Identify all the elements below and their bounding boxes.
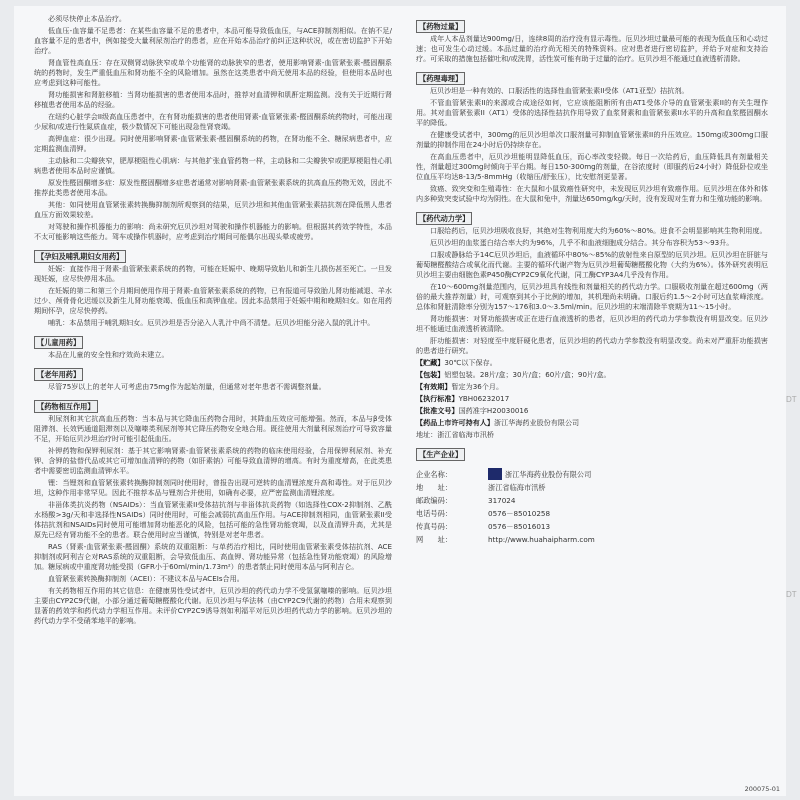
paragraph: 肾血管性高血压：存在双侧肾动脉狭窄或单个功能肾的动脉狭窄的患者，使用影响肾素-血管紧张素-醛固酮系统的药物时，发生严重低血压和肾功能不全的风险增加。虽然在这类患者中尚无使用本品的经验，但使用本品时也应考虑到这种可能性。 xyxy=(34,58,392,87)
manufacturer-row xyxy=(416,520,768,533)
manufacturer-row xyxy=(416,507,768,520)
right-paragraphs-3 xyxy=(416,226,768,356)
paragraph: 非甾体类抗炎药物（NSAIDs）：当血管紧张素II受体拮抗剂与非甾体抗炎药物（如选择性COX-2抑制剂、乙酰水杨酸>3g/天和非选择性NSAIDs）同时使用时，可能会减弱抗高血压作用。与ACE抑制剂相同，血管紧张素II受体拮抗剂和NSAIDs同时使用可能增加肾功能恶化的风险，包括可能的急性肾功能衰竭，以及血清钾升高，尤其是原先已经有肾功能不全的患者。联合使用时应当谨慎，特别是对老年患者。 xyxy=(34,500,392,539)
manufacturer-value: 浙江省临海市汛桥 xyxy=(488,483,546,492)
document-code: 200075-01 xyxy=(744,785,780,793)
left-paragraphs-5 xyxy=(34,414,392,626)
manufacturer-key: 网 址： xyxy=(416,535,452,544)
paragraph: 厄贝沙坦是一种有效的、口服活性的选择性血管紧张素II受体（AT1亚型）拮抗剂。 xyxy=(430,86,689,95)
paragraph: 肝功能损害：对轻度至中度肝硬化患者，厄贝沙坦的药代动力学参数没有明显改变。尚未对严重肝功能损害的患者进行研究。 xyxy=(416,336,768,355)
paragraph: 补钾药物和保钾利尿剂：基于其它影响肾素-血管紧张素系统的药物的临床使用经验，合用保钾利尿剂、补充钾、含钾的盐替代品或其它可增加血清钾的药物（如肝素钠）可能导致血清钾的增高。有时为重度增高，在此类患者中需要密切监测血清钾水平。 xyxy=(34,446,392,475)
paragraph: 在妊娠的第二和第三个月期间使用作用于肾素-血管紧张素系统的药物，已有报道可导致胎儿肾功能减退、羊水过少、颅骨骨化迟缓以及新生儿肾功能衰竭、低血压和高钾血症。因此本品禁用于妊娠中期和晚期妇女。如在用药期间怀孕，应尽快停药。 xyxy=(34,286,392,315)
paragraph: 尽管75岁以上的老年人可考虑由75mg作为起始剂量，但通常对老年患者不需调整剂量。 xyxy=(48,382,326,391)
left-paragraphs-4 xyxy=(34,382,392,392)
paragraph: RAS（肾素-血管紧张素-醛固酮）系统的双重阻断：与单药治疗相比，同时使用血管紧张素受体拮抗剂、ACE抑制剂或阿利吉仑对RAS系统的双重阻断，会导致低血压、高血钾、肾功能异常（包括急性肾功能衰竭）的风险增加。糖尿病或中重度肾功能受损（GFR小于60ml/min/1.73m²）的患者禁止同时使用本品与阿利吉仑。 xyxy=(34,542,392,571)
manufacturer-row xyxy=(416,494,768,507)
manufacturer-value: 317024 xyxy=(488,496,516,505)
product-info-list xyxy=(416,358,768,440)
product-info-key: 【药品上市许可持有人】 xyxy=(416,418,495,427)
manufacturer-row xyxy=(416,533,768,546)
product-info-key: 【包装】 xyxy=(416,370,445,379)
paragraph: 必须尽快停止本品治疗。 xyxy=(48,14,127,23)
product-info-value: 铝塑包装。28片/盒；30片/盒；60片/盒；90片/盒。 xyxy=(444,370,611,379)
section-heading: 【老年用药】 xyxy=(34,368,83,381)
manufacturer-key: 地 址： xyxy=(416,483,452,492)
section-heading: 【药物过量】 xyxy=(416,20,465,33)
product-info-value: 国药准字H20030016 xyxy=(458,406,529,415)
manufacturer-block xyxy=(416,468,768,546)
company-name: 浙江华海药业股份有限公司 xyxy=(505,470,592,479)
paragraph: 原发性醛固酮增多症：原发性醛固酮增多症患者通常对影响肾素-血管紧张素系统的抗高血压药物无效，因此不推荐此类患者使用本品。 xyxy=(34,178,392,197)
paragraph: 哺乳：本品禁用于哺乳期妇女。厄贝沙坦是否分泌入人乳汁中尚不清楚。厄贝沙坦能分泌入鼠的乳汁中。 xyxy=(48,318,375,327)
product-info-key: 【贮藏】 xyxy=(416,358,445,367)
product-info-row xyxy=(416,406,768,416)
leaflet-sheet xyxy=(14,6,786,796)
section-heading: 【药理毒理】 xyxy=(416,72,465,85)
paragraph: 利尿剂和其它抗高血压药物：当本品与其它降血压药物合用时，其降血压效应可能增强。然而，本品与β受体阻滞剂、长效钙通道阻滞剂以及噻嗪类利尿剂等其它降压药物安全地合用。既往使用大剂量利尿剂治疗可导致容量不足，开始厄贝沙坦治疗时可能引起低血压。 xyxy=(34,414,392,443)
right-paragraphs-2 xyxy=(416,86,768,204)
paragraph: 本品在儿童的安全性和疗效尚未建立。 xyxy=(48,350,169,359)
manufacturer-key: 电话号码： xyxy=(416,509,452,518)
paragraph: 成年人本品剂量达900mg/日，连续8周的治疗没有显示毒性。厄贝沙坦过量最可能的表现为低血压和心动过速；也可发生心动过缓。本品过量的治疗尚无相关的特殊资料。应对患者进行密切监护，并给予对症和支持治疗。可采取的措施包括催吐和/或洗胃，活性炭可能有助于过量的治疗。厄贝沙坦不能通过血液透析清除。 xyxy=(416,34,768,63)
paragraph: 低血压-血容量不足患者：在某些血容量不足的患者中，本品可能导致低血压，与ACE抑制剂相似。在钠不足/血容量不足的患者中，例如接受大量利尿剂治疗的患者，应在开始本品治疗前纠正这种状况，或在密切监护下开始治疗。 xyxy=(34,26,392,55)
manufacturer-value: 0576－85016013 xyxy=(488,522,551,531)
product-info-row xyxy=(416,370,768,380)
product-info-key: 【批准文号】 xyxy=(416,406,459,415)
paragraph: 主动脉和二尖瓣狭窄，肥厚梗阻性心肌病：与其他扩张血管药物一样，主动脉和二尖瓣狭窄或肥厚梗阻性心肌病患者使用本品时应谨慎。 xyxy=(34,156,392,175)
manufacturer-key: 传真号码： xyxy=(416,522,452,531)
paragraph: 在10～600mg剂量范围内，厄贝沙坦具有线性和剂量相关的药代动力学。口服吸收剂量在超过600mg（两倍的最大推荐剂量）时，可观察到其小于比例的增加，其机理尚未明确。口服后约1.5～2小时可达血浆峰浓度。总体和肾脏清除率分别为157～176和3.0～3.5ml/min。厄贝沙坦的末端清除半衰期为11～15小时。 xyxy=(416,282,768,311)
left-paragraphs-1 xyxy=(34,14,392,242)
paragraph: 在纽约心脏学会II级高血压患者中，在有肾功能损害的患者使用肾素-血管紧张素-醛固酮系统药物时，可能出现少尿和/或进行性氮质血症，极少数情况下可能出现急性肾衰竭。 xyxy=(34,112,392,131)
left-paragraphs-2 xyxy=(34,264,392,328)
paragraph: 锂：当锂剂和血管紧张素转换酶抑制剂同时使用时，曾报告出现可逆转的血清锂浓度升高和毒性。对于厄贝沙坦，这种作用非常罕见。因此不推荐本品与锂剂合并使用，如确有必要，应严密监测血清锂浓度。 xyxy=(34,478,392,497)
company-logo-icon xyxy=(488,468,502,480)
paragraph: 口服给药后，厄贝沙坦吸收良好，其绝对生物利用度大约为60%～80%。进食不会明显影响其生物利用度。 xyxy=(430,226,767,235)
product-info-value: 30℃以下保存。 xyxy=(444,358,497,367)
paragraph: 厄贝沙坦的血浆蛋白结合率大约为96%，几乎不和血液细胞成分结合。其分布容积为53～93升。 xyxy=(430,238,734,247)
section-heading: 【孕妇及哺乳期妇女用药】 xyxy=(34,250,126,263)
paragraph: 致癌、致突变和生殖毒性：在大鼠和小鼠致癌性研究中，未发现厄贝沙坦有致癌作用。厄贝沙坦在体外和体内多种致突变试验中均为阴性。在大鼠和兔中，剂量达650mg/kg/天时，没有发现对生育力和生殖功能的影响。 xyxy=(416,184,768,203)
section-heading: 【药代动力学】 xyxy=(416,212,472,225)
product-info-row xyxy=(416,358,768,368)
product-info-value: 地址：浙江省临海市汛桥 xyxy=(416,430,495,439)
paragraph: 血管紧张素转换酶抑制剂（ACEI）：不建议本品与ACEIs合用。 xyxy=(48,574,244,583)
product-info-value: 暂定为36个月。 xyxy=(451,382,504,391)
right-paragraphs-1 xyxy=(416,34,768,64)
product-info-key: 【有效期】 xyxy=(416,382,452,391)
product-info-row xyxy=(416,382,768,392)
left-column xyxy=(34,14,392,790)
section-heading: 【生产企业】 xyxy=(416,448,465,461)
manufacturer-value: 0576－85010258 xyxy=(488,509,551,518)
left-paragraphs-3 xyxy=(34,350,392,360)
watermark: DT xyxy=(786,590,797,599)
product-info-value: 浙江华海药业股份有限公司 xyxy=(494,418,580,427)
manufacturer-row xyxy=(416,481,768,494)
paragraph: 肾功能损害：对肾功能损害或正在进行血液透析的患者，厄贝沙坦的药代动力学参数没有明显改变。厄贝沙坦不能通过血液透析被清除。 xyxy=(416,314,768,333)
section-heading: 【药物相互作用】 xyxy=(34,400,98,413)
paragraph: 其他：如同使用血管紧张素转换酶抑制剂所观察到的结果，厄贝沙坦和其他血管紧张素拮抗剂在降低黑人患者血压方面效果较差。 xyxy=(34,200,392,219)
product-info-key: 【执行标准】 xyxy=(416,394,459,403)
paragraph: 对驾驶和操作机器能力的影响：尚未研究厄贝沙坦对驾驶和操作机器能力的影响。但根据其药效学特性，本品不太可能影响这些能力。驾车或操作机器时，应考虑到治疗期间可能偶尔出现头晕或疲劳。 xyxy=(34,222,392,241)
manufacturer-key: 邮政编码： xyxy=(416,496,452,505)
paragraph: 在高血压患者中，厄贝沙坦能明显降低血压，而心率改变轻微。每日一次给药后，血压降低具有剂量相关性，剂量超过300mg时倾向于平台期。每日150-300mg的剂量，在谷浓度时（即服药后24小时）降低卧位或坐位血压平均达8-13/5-8mmHg（收缩压/舒张压），比安慰剂更显著。 xyxy=(416,152,768,181)
manufacturer-key: 企业名称： xyxy=(416,470,452,479)
paragraph: 在健康受试者中，300mg的厄贝沙坦单次口服剂量可抑制血管紧张素II的升压效应。150mg或300mg口服剂量的抑制作用在24小时后仍持续存在。 xyxy=(416,130,768,149)
paragraph: 高钾血症：很少出现。同时使用影响肾素-血管紧张素-醛固酮系统的药物，在肾功能不全、糖尿病患者中，应定期监测血清钾。 xyxy=(34,134,392,153)
right-column xyxy=(416,14,768,790)
section-heading: 【儿童用药】 xyxy=(34,336,83,349)
product-info-row xyxy=(416,418,768,428)
product-info-row xyxy=(416,430,768,440)
paragraph: 有关药物相互作用的其它信息：在健康男性受试者中，厄贝沙坦的药代动力学不受氢氯噻嗪的影响。厄贝沙坦主要由CYP2C9代谢，小部分通过葡萄糖醛酸化代谢。厄贝沙坦与华法林（由CYP2C9代谢的药物）合用未观察到显著的药效学和药代动力学相互作用。未评价CYP2C9诱导剂如利福平对厄贝沙坦药代动力学的影响。厄贝沙坦的药代动力学不受硝苯地平的影响。 xyxy=(34,586,392,625)
paragraph: 不管血管紧张素II的来源或合成途径如何，它应该能阻断所有由AT1受体介导的血管紧张素II的有关生理作用。其对血管紧张素II（AT1）受体的选择性拮抗作用导致了血浆肾素和血管紧张素II水平的升高和血浆醛固酮水平的降低。 xyxy=(416,98,768,127)
product-info-row xyxy=(416,394,768,404)
manufacturer-row xyxy=(416,468,768,481)
paragraph: 口服或静脉给予14C厄贝沙坦后，血液循环中80%～85%的放射性来自原型的厄贝沙坦。厄贝沙坦在肝脏与葡萄糖醛酸结合或氧化而代谢。主要的循环代谢产物为厄贝沙坦葡萄糖醛酸化物（大约为6%）。体外研究表明厄贝沙坦主要由细胞色素P450酶CYP2C9氧化代谢，同工酶CYP3A4几乎没有作用。 xyxy=(416,250,768,279)
paragraph: 肾功能损害和肾脏移植：当肾功能损害的患者使用本品时，推荐对血清钾和肌酐定期监测。没有关于近期行肾移植患者使用本品的经验。 xyxy=(34,90,392,109)
paragraph: 妊娠：直接作用于肾素-血管紧张素系统的药物，可能在妊娠中、晚期导致胎儿和新生儿损伤甚至死亡。一旦发现妊娠，应尽快停用本品。 xyxy=(34,264,392,283)
product-info-value: YBH06232017 xyxy=(458,394,510,403)
watermark: DT xyxy=(786,395,797,404)
manufacturer-value[interactable]: http://www.huahaipharm.com xyxy=(488,535,595,544)
